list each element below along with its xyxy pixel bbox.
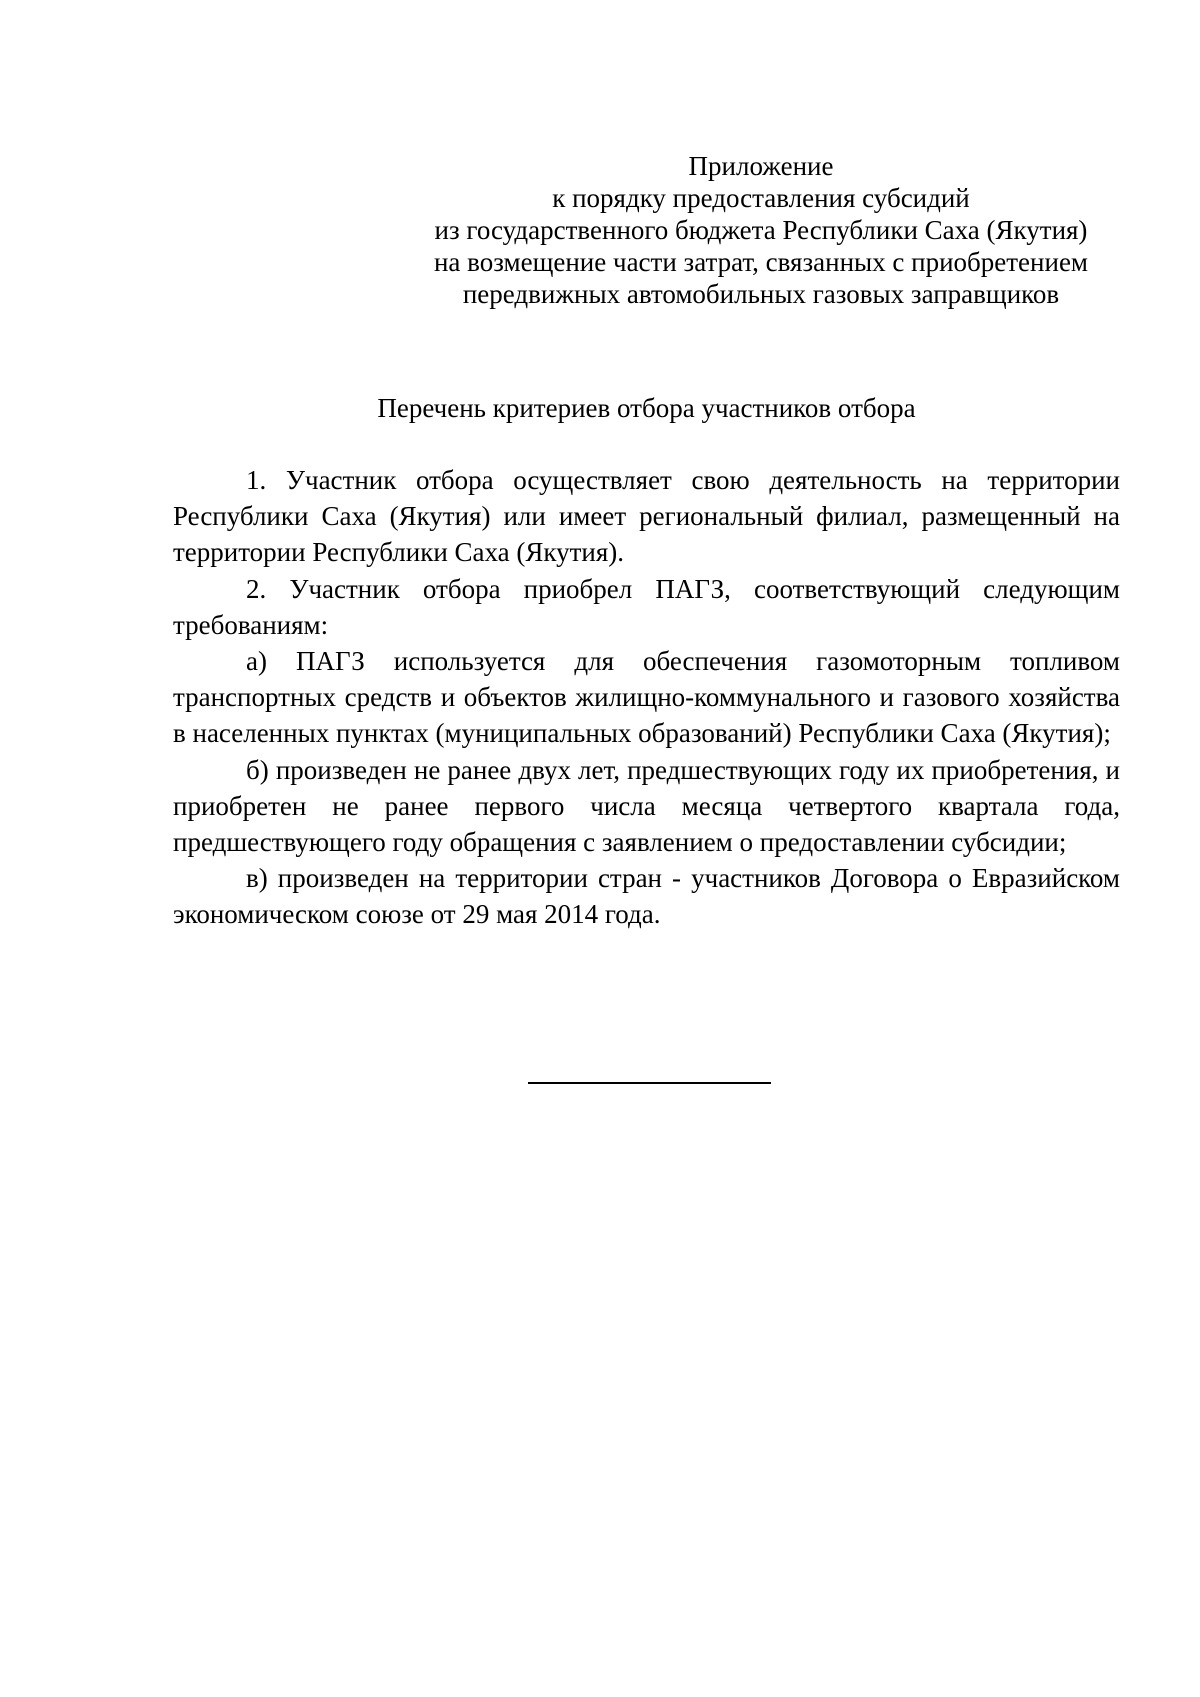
criterion-paragraph: 2. Участник отбора приобрел ПАГЗ, соответствующий следующим требованиям: — [173, 573, 1120, 640]
criterion-subparagraph: в) произведен на территории стран - участников Договора о Евразийском экономическом союзе от 29 мая 2014 года. — [173, 863, 1120, 930]
criteria-list — [173, 462, 1120, 933]
criterion-paragraph: 1. Участник отбора осуществляет свою деятельность на территории Республики Саха (Якутия) или имеет региональный филиал, размещенный на территории Республики Саха (Якутия). — [173, 465, 1120, 568]
end-divider — [528, 1082, 771, 1084]
criterion-subparagraph: а) ПАГЗ используется для обеспечения газомоторным топливом транспортных средств и объектов жилищно-коммунального и газового хозяйства в населенных пунктах (муниципальных образований) Республики Саха (Якутия); — [173, 646, 1120, 749]
appendix-line: на возмещение части затрат, связанных с приобретением — [433, 247, 1089, 277]
appendix-label: Приложение — [688, 151, 834, 181]
appendix-header — [395, 150, 1127, 310]
appendix-line: из государственного бюджета Республики Саха (Якутия) — [434, 215, 1088, 245]
appendix-line: к порядку предоставления субсидий — [552, 183, 970, 213]
appendix-line: передвижных автомобильных газовых заправщиков — [462, 279, 1060, 309]
document-title: Перечень критериев отбора участников отбора — [377, 393, 916, 423]
criterion-subparagraph: б) произведен не ранее двух лет, предшествующих году их приобретения, и приобретен не ранее первого числа месяца четвертого квартала года, предшествующего году обращения с заявлением о предоставлении субсидии; — [173, 754, 1120, 858]
